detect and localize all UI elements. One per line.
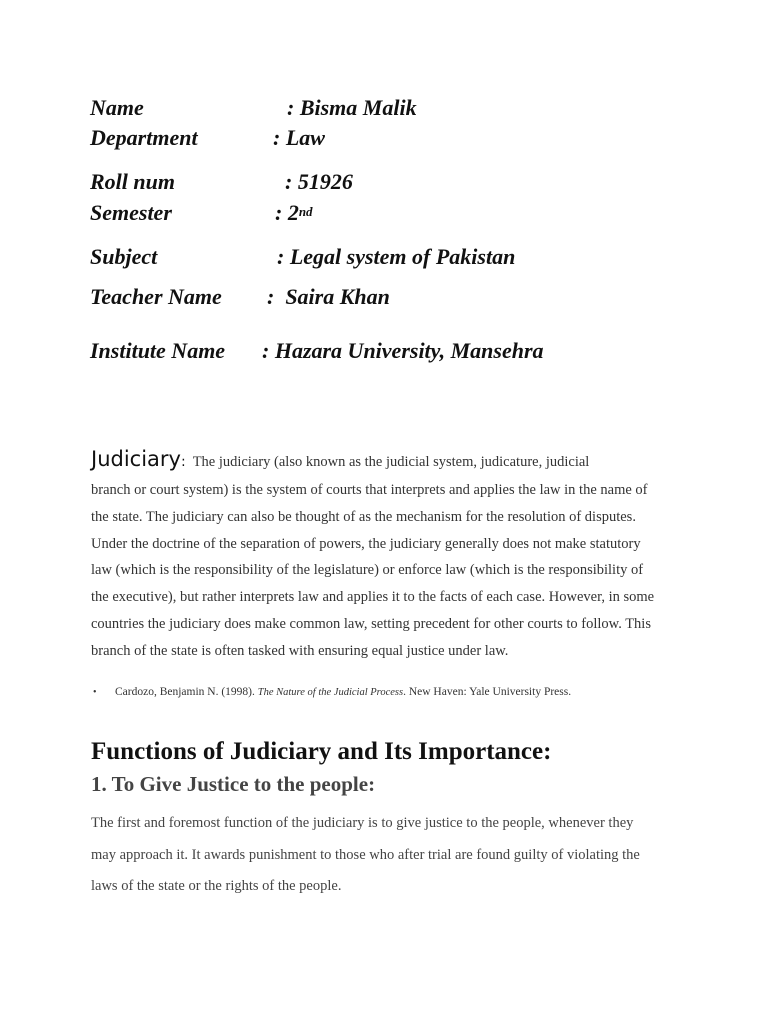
functions-line: The first and foremost function of the judiciary is to give justice to the people, whenever they	[91, 815, 634, 831]
teacher-value: : Saira Khan	[267, 284, 390, 309]
institute-label: Institute Name	[90, 338, 226, 363]
bullet-icon: •	[93, 687, 97, 698]
judiciary-colon: :	[180, 454, 186, 470]
name-label: Name	[90, 95, 144, 120]
judiciary-heading: Judiciary	[91, 447, 181, 471]
judiciary-line: countries the judiciary does make common law, setting precedent for other courts to follow. This	[91, 615, 651, 632]
semester-superscript: nd	[298, 204, 313, 219]
semester-value: : 2	[275, 200, 299, 225]
reference-item	[93, 686, 571, 698]
functions-paragraph	[91, 808, 640, 903]
judiciary-line: Under the doctrine of the separation of powers, the judiciary generally does not make statutory	[91, 535, 641, 552]
judiciary-paragraph	[91, 441, 691, 665]
department-value: : Law	[273, 125, 325, 150]
reference-author: Cardozo, Benjamin N. (1998).	[115, 686, 258, 698]
functions-heading: Functions of Judiciary and Its Importance:	[91, 738, 552, 765]
institute-value: : Hazara University, Mansehra	[262, 338, 544, 363]
reference-publisher: . New Haven: Yale University Press.	[403, 686, 572, 698]
functions-line: laws of the state or the rights of the people.	[91, 878, 342, 894]
teacher-label: Teacher Name	[90, 284, 222, 309]
judiciary-line: branch or court system) is the system of courts that interprets and applies the law in the name of	[91, 482, 648, 498]
department-label: Department	[90, 125, 198, 150]
functions-line: may approach it. It awards punishment to those who after trial are found guilty of violating the	[91, 846, 640, 863]
functions-subheading: 1. To Give Justice to the people:	[91, 772, 376, 796]
judiciary-first-line	[91, 441, 691, 477]
semester-label: Semester	[90, 200, 172, 225]
subject-value: : Legal system of Pakistan	[277, 244, 516, 269]
judiciary-line: law (which is the responsibility of the legislature) or enforce law (which is the responsibility of	[91, 562, 644, 579]
roll-value: : 51926	[285, 169, 353, 194]
subject-label: Subject	[90, 244, 158, 269]
judiciary-line: the state. The judiciary can also be thought of as the mechanism for the resolution of disputes.	[91, 508, 636, 525]
judiciary-line-1: The judiciary (also known as the judicial system, judicature, judicial	[192, 454, 590, 470]
reference-title: The Nature of the Judicial Process	[257, 687, 404, 698]
roll-label: Roll num	[90, 169, 175, 194]
judiciary-line: branch of the state is often tasked with ensuring equal justice under law.	[91, 642, 509, 659]
judiciary-line: the executive), but rather interprets law and applies it to the facts of each case. However, in some	[91, 589, 655, 606]
semester-value-wrap	[275, 202, 313, 224]
name-value: : Bisma Malik	[287, 95, 417, 120]
